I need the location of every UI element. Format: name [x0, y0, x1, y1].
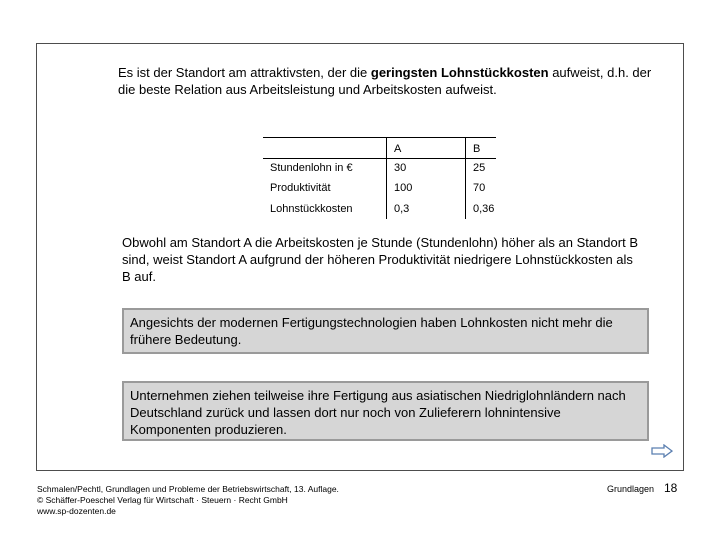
- table-cell-b: 70: [473, 182, 486, 194]
- page-number: 18: [664, 481, 678, 495]
- right-arrow-icon[interactable]: [651, 444, 673, 458]
- table-cell-b: 25: [473, 162, 486, 174]
- footer-line1: Schmalen/Pechtl, Grundlagen und Probleme der Betriebswirtschaft, 13. Auflage.: [37, 484, 339, 494]
- intro-part2: aufweist, d.h. der die beste Relation aus Arbeitsleistung und Arbeitskosten aufweist.: [118, 65, 652, 97]
- table-cell-a: 0,3: [394, 203, 410, 215]
- table-row-label: Produktivität: [270, 182, 331, 194]
- table-cell-b: 0,36: [473, 203, 495, 215]
- comparison-table: [263, 137, 496, 219]
- intro-bold: geringsten Lohnstückkosten: [370, 65, 549, 80]
- table-header-a: A: [394, 143, 402, 155]
- footer-citation: [37, 484, 339, 517]
- intro-part1: Es ist der Standort am attraktivsten, der die: [118, 65, 371, 80]
- intro-text: [118, 64, 658, 98]
- callout-box-technology: Angesichts der modernen Fertigungstechnologien haben Lohnkosten nicht mehr die frühere Bedeutung.: [122, 308, 649, 354]
- footer-section: Grundlagen: [607, 484, 655, 494]
- table-cell-a: 100: [394, 182, 413, 194]
- table-divider-b: [465, 137, 466, 219]
- table-divider-a: [386, 137, 387, 219]
- footer-line2: © Schäffer-Poeschel Verlag für Wirtschaft · Steuern · Recht GmbH: [37, 495, 288, 505]
- table-header-rule: [263, 158, 496, 159]
- footer-line3: www.sp-dozenten.de: [37, 506, 116, 516]
- table-top-rule: [263, 137, 496, 138]
- table-row-label: Stundenlohn in €: [270, 162, 353, 174]
- explanation-paragraph: Obwohl am Standort A die Arbeitskosten je Stunde (Stundenlohn) höher als an Standort B sind, weist Standort A aufgrund der höheren Produktivität niedrigere Lohnstückkosten als B auf.: [122, 235, 638, 284]
- table-row-label: Lohnstückkosten: [270, 203, 353, 215]
- table-cell-a: 30: [394, 162, 407, 174]
- callout-box-reshoring: Unternehmen ziehen teilweise ihre Fertigung aus asiatischen Niedriglohnländern nach Deutschland zurück und lassen dort nur noch von Zulieferern lohnintensive Komponenten produzieren.: [122, 381, 649, 441]
- table-header-b: B: [473, 143, 481, 155]
